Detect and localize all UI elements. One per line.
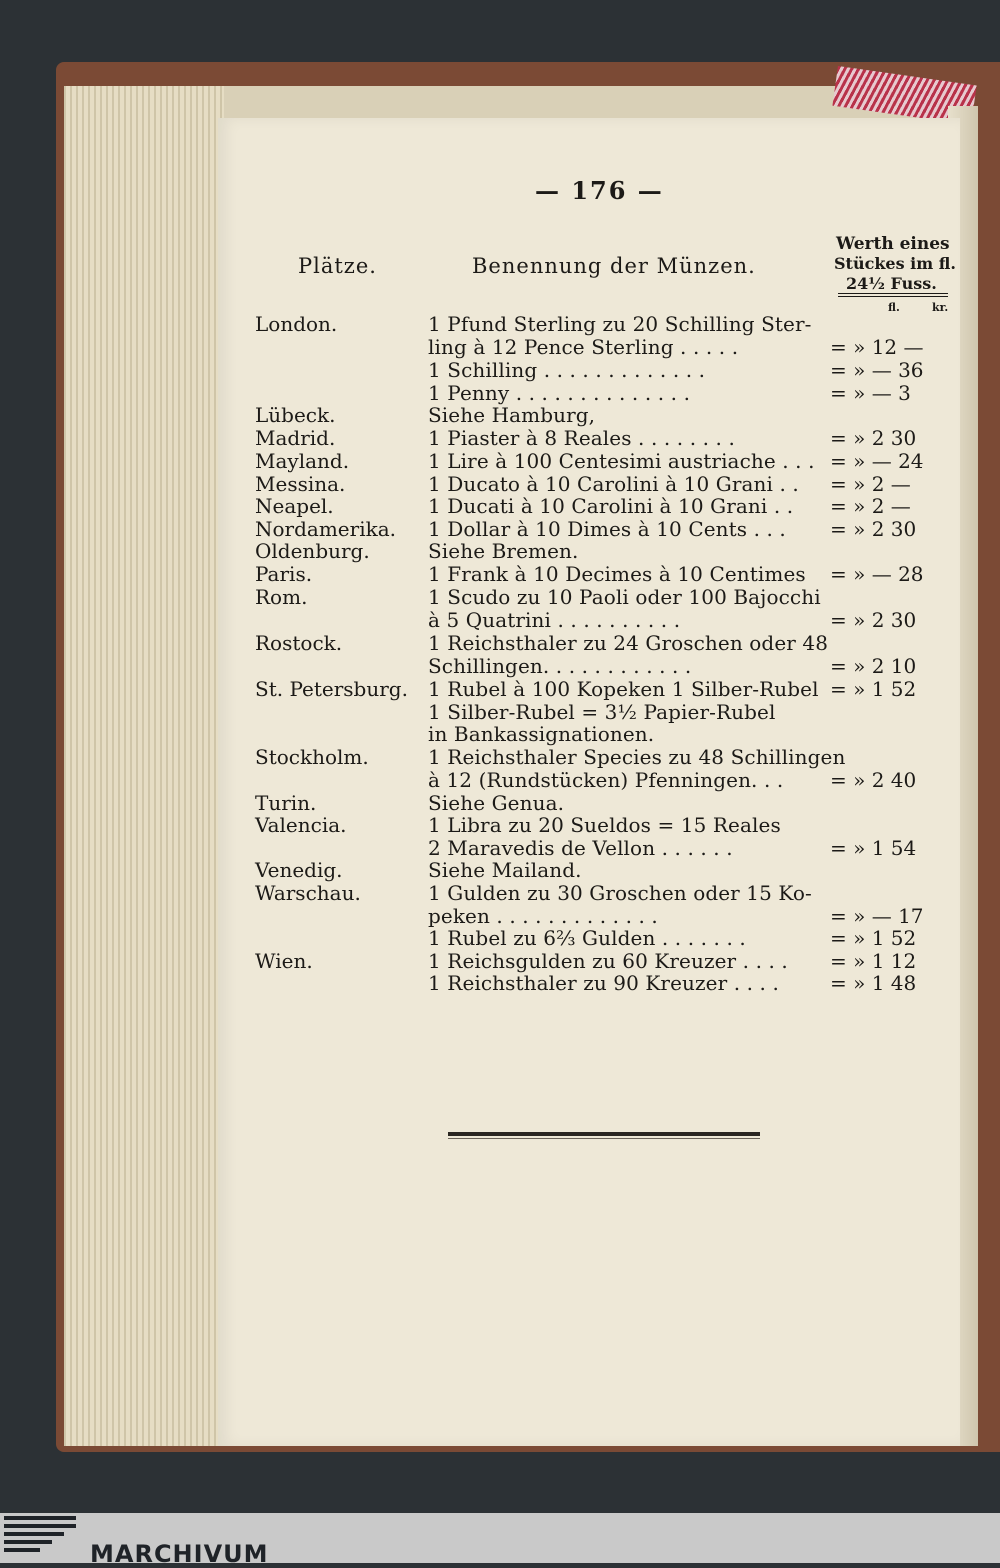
place-name: Rostock. xyxy=(255,631,343,655)
place-name: Valencia. xyxy=(255,813,347,837)
coin-description: Siehe Genua. xyxy=(428,791,565,815)
coin-description: Schillingen. . . . . . . . . . . . xyxy=(428,654,692,678)
coin-description: 1 Dollar à 10 Dimes à 10 Cents . . . xyxy=(428,517,786,541)
place-name: Rom. xyxy=(255,585,308,609)
coin-value: = » 12 — xyxy=(830,335,924,359)
place-name: Venedig. xyxy=(255,858,343,882)
coin-value: = » 2 30 xyxy=(830,608,917,632)
place-name: Turin. xyxy=(255,791,317,815)
coin-description: 1 Penny . . . . . . . . . . . . . . xyxy=(428,381,691,405)
coin-description: Siehe Mailand. xyxy=(428,858,582,882)
coin-description: à 5 Quatrini . . . . . . . . . . xyxy=(428,608,681,632)
coin-description: 1 Pfund Sterling zu 20 Schilling Ster- xyxy=(428,312,812,336)
coin-description: Siehe Bremen. xyxy=(428,539,579,563)
coin-description: Siehe Hamburg, xyxy=(428,403,596,427)
coin-description: 2 Maravedis de Vellon . . . . . . xyxy=(428,836,733,860)
place-name: Neapel. xyxy=(255,494,334,518)
coin-value: = » 1 52 xyxy=(830,677,917,701)
coin-value: = » 2 — xyxy=(830,472,911,496)
coin-description: 1 Lire à 100 Centesimi austriache . . . xyxy=(428,449,815,473)
coin-description: ling à 12 Pence Sterling . . . . . xyxy=(428,335,739,359)
unit-kr: kr. xyxy=(932,301,949,314)
header-value-line-1: Werth eines xyxy=(836,234,950,254)
coin-description: 1 Libra zu 20 Sueldos = 15 Reales xyxy=(428,813,781,837)
coin-value: = » 2 30 xyxy=(830,517,917,541)
coin-value: = » 1 54 xyxy=(830,836,917,860)
place-name: St. Petersburg. xyxy=(255,677,408,701)
coin-description: 1 Rubel à 100 Kopeken 1 Silber-Rubel xyxy=(428,677,819,701)
coin-description: 1 Ducato à 10 Carolini à 10 Grani . . xyxy=(428,472,799,496)
coin-description: 1 Rubel zu 6⅔ Gulden . . . . . . . xyxy=(428,926,746,950)
coin-value: = » 2 — xyxy=(830,494,911,518)
coin-description: 1 Reichsthaler zu 24 Groschen oder 48 xyxy=(428,631,829,655)
footer-logo-text: MARCHIVUM xyxy=(90,1540,269,1568)
closing-rule-thin xyxy=(448,1138,760,1139)
header-underline-2 xyxy=(838,296,948,297)
coin-value: = » 2 10 xyxy=(830,654,917,678)
coin-description: peken . . . . . . . . . . . . . xyxy=(428,904,658,928)
coin-description: 1 Silber-Rubel = 3½ Papier-Rubel xyxy=(428,700,776,724)
place-name: Nordamerika. xyxy=(255,517,396,541)
place-name: Paris. xyxy=(255,562,313,586)
coin-value: = » — 3 xyxy=(830,381,911,405)
coin-value: = » 1 52 xyxy=(830,926,917,950)
header-underline xyxy=(838,293,948,294)
coin-value: = » 1 12 xyxy=(830,949,917,973)
coin-value: = » 1 48 xyxy=(830,971,917,995)
place-name: Stockholm. xyxy=(255,745,369,769)
coin-description: 1 Reichsthaler Species zu 48 Schillingen xyxy=(428,745,846,769)
header-value-line-3: 24½ Fuss. xyxy=(846,274,937,293)
coin-description: 1 Reichsgulden zu 60 Kreuzer . . . . xyxy=(428,949,788,973)
coin-description: 1 Schilling . . . . . . . . . . . . . xyxy=(428,358,706,382)
coin-value: = » — 17 xyxy=(830,904,924,928)
header-value-line-2: Stückes im fl. xyxy=(834,254,956,273)
place-name: London. xyxy=(255,312,338,336)
coin-value: = » — 28 xyxy=(830,562,924,586)
coin-value: = » — 36 xyxy=(830,358,924,382)
header-coins: Benennung der Münzen. xyxy=(472,254,756,278)
place-name: Messina. xyxy=(255,472,346,496)
coin-description: à 12 (Rundstücken) Pfenningen. . . xyxy=(428,768,784,792)
coin-description: 1 Scudo zu 10 Paoli oder 100 Bajocchi xyxy=(428,585,821,609)
coin-description: 1 Frank à 10 Decimes à 10 Centimes xyxy=(428,562,806,586)
page-number: — 176 — xyxy=(535,176,664,205)
unit-fl: fl. xyxy=(888,301,900,314)
header-places: Plätze. xyxy=(298,254,377,278)
coin-value: = » 2 40 xyxy=(830,768,917,792)
coin-description: 1 Piaster à 8 Reales . . . . . . . . xyxy=(428,426,735,450)
place-name: Lübeck. xyxy=(255,403,336,427)
place-name: Mayland. xyxy=(255,449,350,473)
coin-value: = » — 24 xyxy=(830,449,924,473)
coin-description: 1 Gulden zu 30 Groschen oder 15 Ko- xyxy=(428,881,812,905)
coin-description: 1 Ducati à 10 Carolini à 10 Grani . . xyxy=(428,494,794,518)
page-edges xyxy=(64,86,224,1446)
marchivum-logo-icon xyxy=(4,1516,76,1560)
place-name: Oldenburg. xyxy=(255,539,370,563)
place-name: Warschau. xyxy=(255,881,361,905)
coin-description: 1 Reichsthaler zu 90 Kreuzer . . . . xyxy=(428,971,779,995)
place-name: Madrid. xyxy=(255,426,336,450)
closing-rule xyxy=(448,1132,760,1136)
coin-description: in Bankassignationen. xyxy=(428,722,655,746)
coin-value: = » 2 30 xyxy=(830,426,917,450)
place-name: Wien. xyxy=(255,949,313,973)
